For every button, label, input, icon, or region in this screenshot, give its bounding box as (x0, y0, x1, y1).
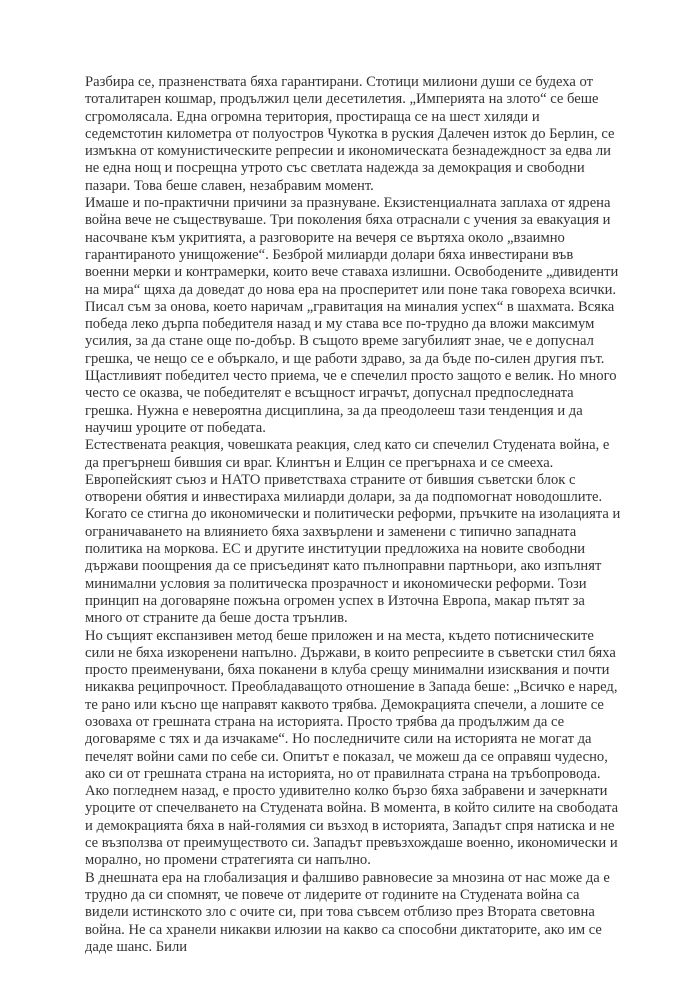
paragraph-7: В днешната ера на глобализация и фалшиво равновесие за мнозина от нас може да е трудно да си спомнят, че повече от лидерите от годините на Студената война са видели истинското зло с очите си, при това съвсем отблизо през Втората световна война. Не са хранели никакви илюзии на какво са способни диктаторите, ако им се даде шанс. Били (85, 869, 610, 955)
paragraph-4: Естествената реакция, човешката реакция, след като си спечелил Студената война, е да прегърнеш бившия си враг. Клинтън и Елцин се прегърнаха и се смееха. Европейският съюз и НАТО приветстваха страните от бившия съветски блок с отворени обятия и инвестираха милиарди долари, за да подпомогнат новодошлите. Когато се стигна до икономически и политически реформи, пръчките на изолацията и ограничаването на влиянието бяха захвърлени и заменени с типично западната политика на моркова. ЕС и другите институции предложиха на новите свободни държави поощрения да се присъединят като пълноправни партньори, ако изпълнят минимални условия за политическа прозрачност и икономически реформи. Този принцип на договаряне пожъна огромен успех в Източна Европа, макар пътят за много от страните да беше доста трънлив. (85, 437, 621, 627)
paragraph-1: Разбира се, празненствата бяха гарантирани. Стотици милиони души се будеха от тоталитарен кошмар, продължил цели десетилетия. „Империята на злото“ се беше сгромолясала. Една огромна територия, простираща се на шест хиляди и седемстотин километра от полуостров Чукотка в руския Далечен изток до Берлин, се измъкна от комунистическите репресии и икономическата безнадеждност за едва ли не една нощ и посрещна утрото със светлата надежда за демокрация и свободни пазари. Това беше славен, незабравим момент. (85, 74, 615, 194)
paragraph-6: Ако погледнем назад, е просто удивително колко бързо бяха забравени и зачеркнати уроците от спечелването на Студената война. В момента, в който силите на свободата и демокрацията бяха в най-голямия си възход в историята, Западът спря натиска и не се възползва от преимуществото си. Западът превъзхождаше военно, икономически и морално, но промени стратегията си напълно. (85, 783, 619, 869)
document-body (85, 74, 621, 956)
paragraph-3: Писал съм за онова, което наричам „гравитация на миналия успех“ в шахмата. Всяка победа леко дърпа победителя назад и му става все по-трудно да вложи максимум усилия, за да стане още по-добър. В същото време загубилият знае, че е допуснал грешка, че нещо се е объркало, и ще работи здраво, за да бъде по-силен другия път. Щастливият победител често приема, че е спечелил просто защото е велик. Но много често се оказва, че победителят е всъщност играчът, допуснал предпоследната грешка. Нужна е невероятна дисциплина, за да преодолееш тази тенденция и да научиш уроците от победата. (85, 298, 617, 436)
paragraph-2: Имаше и по-практични причини за празнуване. Екзистенциалната заплаха от ядрена война вече не съществуваше. Три поколения бяха отраснали с учения за евакуация и насочване към укритията, а разговорите на вечеря се въртяха около „взаимно гарантираното унищожение“. Безброй милиарди долари бяха инвестирани във военни мерки и контрамерки, които вече ставаха излишни. Освободените „дивиденти на мира“ щяха да доведат до нова ера на просперитет или поне така говореха всички. (85, 195, 619, 298)
paragraph-5: Но същият експанзивен метод беше приложен и на места, където потисническите сили не бяха изкоренени напълно. Държави, в които репресиите в съветски стил бяха просто преименувани, бяха поканени в клуба срещу минимални изисквания и почти никаква реципрочност. Преобладаващото отношение в Запада беше: „Всичко е наред, те рано или късно ще направят каквото трябва. Демокрацията спечели, а лошите се озоваха от грешната страна на историята. Просто трябва да продължим да се договаряме с тях и да изчакаме“. Но последничите сили на историята не могат да печелят войни сами по себе си. Опитът е показал, че можеш да се оправяш чудесно, ако си от грешната страна на историята, но от правилната страна на тръбопровода. (85, 627, 618, 782)
